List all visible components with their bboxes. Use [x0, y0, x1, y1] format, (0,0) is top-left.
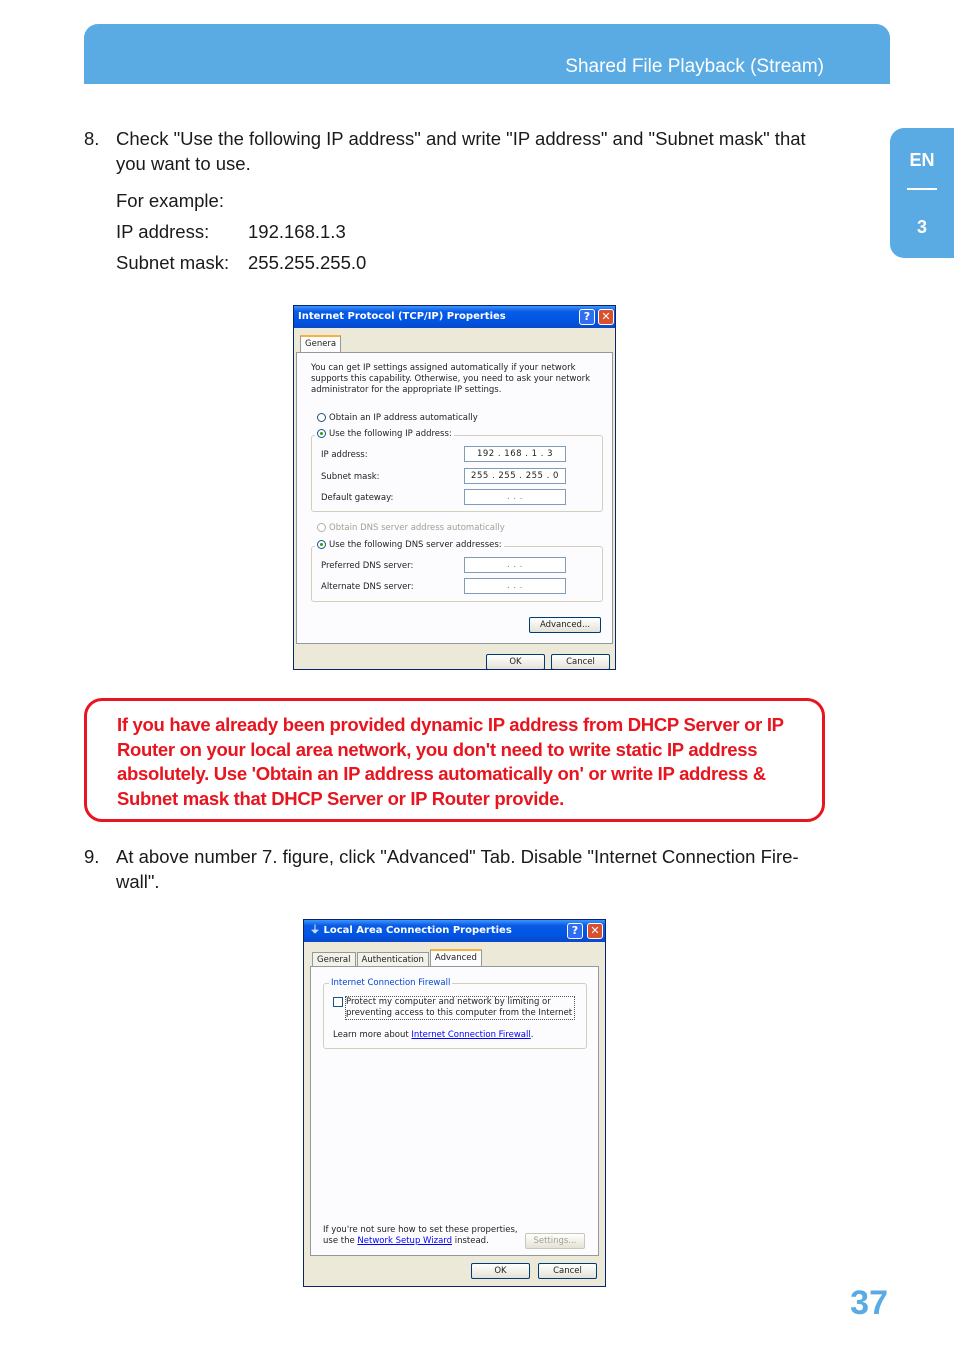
language-tab: [890, 128, 954, 258]
tab-general[interactable]: Genera: [300, 335, 341, 353]
radio-use-dns-label: Use the following DNS server addresses:: [329, 540, 502, 550]
example-mask-label: Subnet mask:: [116, 252, 230, 273]
network-wizard-link[interactable]: Network Setup Wizard: [357, 1236, 453, 1246]
settings-button[interactable]: Settings...: [525, 1233, 585, 1249]
firewall-checkbox-label[interactable]: Protect my computer and network by limiting or preventing access to this computer from the Internet: [346, 997, 573, 1018]
general-panel: [296, 352, 613, 644]
example-ip-row: [116, 221, 346, 243]
ok-button[interactable]: OK: [471, 1263, 530, 1279]
example-ip-label: IP address:: [116, 221, 210, 242]
tab-general[interactable]: General: [312, 952, 356, 967]
radio-obtain-ip-label: Obtain an IP address automatically: [329, 413, 478, 423]
subnet-mask-field[interactable]: 255 . 255 . 255 . 0: [464, 468, 566, 484]
default-gateway-label: Default gateway:: [321, 493, 394, 503]
lan-properties-dialog: [303, 919, 606, 1287]
dialog-titlebar: [304, 920, 605, 942]
firewall-help-link[interactable]: Internet Connection Firewall: [411, 1030, 531, 1040]
example-mask-value: 255.255.255.0: [248, 252, 367, 273]
chapter-number: 3: [916, 217, 927, 237]
step-9-text: At above number 7. figure, click "Advanced" Tab. Disable "Internet Connection Fire-wall".: [116, 846, 799, 892]
learn-more-suffix: .: [530, 1030, 534, 1040]
wizard-hint-suffix: instead.: [452, 1236, 489, 1246]
advanced-button[interactable]: Advanced...: [529, 617, 601, 633]
cancel-button[interactable]: Cancel: [538, 1263, 597, 1279]
wizard-hint-prefix: If you're not sure how to set these properties, use the: [323, 1225, 518, 1246]
subnet-mask-label: Subnet mask:: [321, 472, 380, 482]
tab-advanced[interactable]: Advanced: [430, 949, 482, 967]
default-gateway-field[interactable]: . . .: [464, 489, 566, 505]
radio-obtain-ip[interactable]: [317, 413, 478, 423]
preferred-dns-field[interactable]: . . .: [464, 557, 566, 573]
tcpip-properties-dialog: [293, 305, 616, 670]
close-button[interactable]: ✕: [587, 923, 603, 939]
section-title: Shared File Playback (Stream): [565, 56, 824, 77]
example-intro: For example:: [116, 190, 224, 211]
radio-obtain-dns[interactable]: [317, 523, 505, 533]
page-number: 37: [850, 1284, 888, 1322]
radio-icon: [317, 413, 326, 422]
learn-more-line: [333, 1030, 533, 1040]
dhcp-notice-text: If you have already been provided dynamic IP address from DHCP Server or IP Router on your local area network, you don't need to write static IP address absolutely. Use 'Obtain an IP address automatically on' or write IP address & Subnet mask that DHCP Server or IP Router provide.: [117, 714, 784, 809]
tab-bar: [312, 949, 483, 967]
dialog-titlebar: Internet Protocol (TCP/IP) Properties: [294, 306, 615, 328]
cancel-button[interactable]: Cancel: [551, 654, 610, 670]
alternate-dns-field[interactable]: . . .: [464, 578, 566, 594]
example-ip-value: 192.168.1.3: [248, 221, 346, 242]
header-bar: [84, 24, 890, 84]
network-icon: ⏚: [310, 925, 320, 936]
firewall-checkbox[interactable]: [333, 997, 346, 1008]
learn-more-prefix: Learn more about: [333, 1030, 412, 1040]
help-button[interactable]: ?: [579, 309, 595, 325]
alternate-dns-label: Alternate DNS server:: [321, 582, 414, 592]
step-8-text: Check "Use the following IP address" and write "IP address" and "Subnet mask" that you want to use.: [116, 128, 806, 174]
ok-button[interactable]: OK: [486, 654, 545, 670]
checkbox-icon: [333, 997, 343, 1007]
radio-obtain-dns-label: Obtain DNS server address automatically: [329, 523, 505, 533]
ip-address-field[interactable]: 192 . 168 . 1 . 3: [464, 446, 566, 462]
language-label: EN: [909, 150, 935, 170]
step-9-number: 9.: [84, 846, 100, 867]
radio-selected-icon: [317, 540, 326, 549]
tab-bar: [300, 335, 342, 353]
example-mask-row: [116, 252, 366, 274]
radio-selected-icon: [317, 429, 326, 438]
firewall-group-title: Internet Connection Firewall: [331, 978, 451, 988]
intro-text: You can get IP settings assigned automatically if your network supports this capability. Otherwise, you need to ask your network administrator for the appropriate IP settings.: [311, 363, 591, 395]
radio-use-dns[interactable]: [315, 540, 504, 550]
close-button[interactable]: ✕: [598, 309, 614, 325]
dialog-title: Local Area Connection Properties: [323, 925, 512, 936]
wizard-hint: [323, 1225, 523, 1247]
ip-address-label: IP address:: [321, 450, 368, 460]
radio-use-ip[interactable]: [315, 429, 454, 439]
tab-authentication[interactable]: Authentication: [357, 952, 429, 967]
preferred-dns-label: Preferred DNS server:: [321, 561, 414, 571]
help-button[interactable]: ?: [567, 923, 583, 939]
radio-icon: [317, 523, 326, 532]
dhcp-notice-box: [84, 698, 825, 822]
step-8-number: 8.: [84, 128, 100, 149]
tab-divider: [907, 188, 937, 190]
radio-use-ip-label: Use the following IP address:: [329, 429, 452, 439]
advanced-panel: [310, 966, 599, 1256]
